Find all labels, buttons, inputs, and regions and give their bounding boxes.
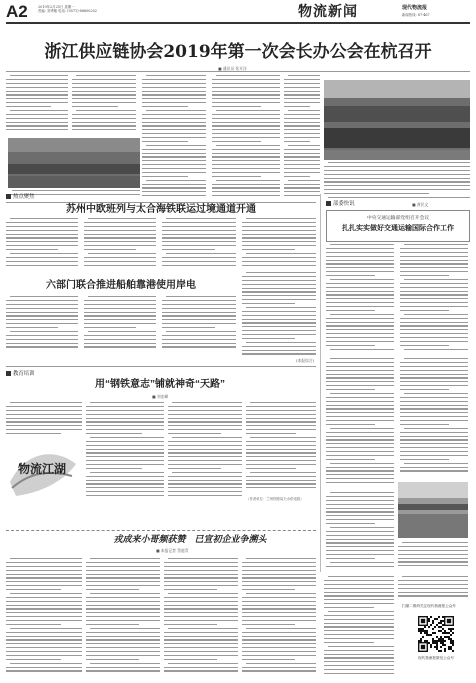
issue-meta [38, 5, 97, 14]
dispatch-box-title: 中央交通运输部党组召开会议 [366, 216, 430, 221]
hot-focus-rule [6, 202, 316, 203]
shore-text-col-1 [6, 296, 78, 354]
shore-text-col-4 [242, 272, 316, 360]
dispatch-box-headline: 扎扎实实做好交通运输国际合作工作 [342, 225, 454, 232]
header-rule [6, 22, 470, 24]
edu-text-col-2 [86, 402, 164, 502]
hot-focus-headline: 苏州中欧班列与太合海铁联运过境通道开通 [66, 204, 256, 215]
lead-text-col-2 [72, 75, 136, 137]
section-marker-icon [6, 194, 11, 199]
section-title: 物流新闻 [298, 4, 358, 20]
meeting-photo-right [324, 80, 470, 160]
railway-photo [398, 482, 468, 538]
education-label: 教育培训 [6, 370, 35, 378]
shore-text-col-3 [162, 296, 236, 354]
hot-focus-note: (本报综合) [296, 358, 315, 363]
col-text-6 [398, 576, 468, 600]
education-source: （作者单位：兰州铁路局天水供电段） [246, 497, 304, 501]
lead-text-col-5 [284, 75, 320, 201]
edu-text-col-1 [6, 402, 82, 440]
column-byline: ■ 本报记者 蔡庭青 [156, 548, 189, 553]
dispatch-text-col-5 [326, 492, 394, 570]
qr-code[interactable] [418, 616, 454, 652]
lead-text-col-1 [6, 75, 68, 137]
education-byline: ■ 刘宏峰 [152, 394, 169, 399]
section-marker-icon [6, 371, 11, 376]
shore-text-col-2 [84, 296, 156, 354]
dispatch-byline: ■ 龚民文 [412, 202, 429, 207]
lead-headline: 浙江供应链协会2019年第一次会长办公会在杭召开 [44, 42, 432, 62]
page-number: A2 [6, 2, 28, 21]
edu-text-col-3 [168, 402, 242, 502]
lead-text-col-4 [212, 75, 280, 201]
dispatch-title-box [326, 210, 470, 242]
paper-brand: 现代物流报 [402, 5, 428, 11]
dispatch-text-col-3 [326, 358, 394, 488]
dispatch-text-col-6 [398, 542, 468, 572]
qr-footer: 现代物流报微信公众号 [418, 656, 454, 660]
education-rule [6, 366, 316, 367]
section-marker-icon [326, 201, 331, 206]
column-divider [6, 530, 316, 531]
hot-text-col-1 [6, 218, 78, 270]
lead-text-col-3 [142, 75, 206, 201]
col-text-2 [86, 558, 160, 678]
news-hotline: 新闻热线: 87-467 [402, 13, 430, 17]
edu-text-col-4 [246, 402, 316, 494]
col-text-4 [242, 558, 316, 678]
qr-caption: 扫描二维码关注现代物流报公众号 [402, 604, 456, 608]
dispatch-text-col-1 [326, 244, 394, 354]
hot-focus-label: 热点聚焦 [6, 193, 35, 201]
lead-rule [6, 71, 470, 72]
meeting-photo-left [8, 138, 140, 188]
dispatch-text-col-2 [400, 244, 468, 354]
lead-text-col-6 [324, 162, 470, 202]
col-text-5 [324, 576, 394, 678]
hot-text-col-4 [242, 218, 316, 270]
qr-code-icon [418, 616, 454, 652]
dispatch-text-col-4 [400, 358, 468, 478]
shore-power-headline: 六部门联合推进船舶靠港使用岸电 [46, 280, 196, 291]
column-headline: 戎成来小哥频获赞 已宣初企业争溯头 [113, 535, 267, 545]
issue-date: 2019年2月25日 星期一 [38, 5, 75, 9]
column-tag-graphic [6, 442, 82, 502]
col-text-3 [164, 558, 238, 678]
column-separator [320, 194, 321, 572]
column-tag: 物流江湖 [18, 462, 67, 476]
issue-editor: 责编: 刘秀敏 电话: (0571)-88600202 [38, 9, 97, 14]
col-text-1 [6, 558, 82, 678]
education-headline: 用“钢铁意志”铺就神奇“天路” [95, 379, 225, 390]
lead-byline: ■ 通讯员 张开洋 [218, 66, 247, 71]
hot-text-col-3 [162, 218, 236, 270]
dispatch-label: 部委快讯 [326, 200, 355, 208]
hot-text-col-2 [84, 218, 156, 270]
